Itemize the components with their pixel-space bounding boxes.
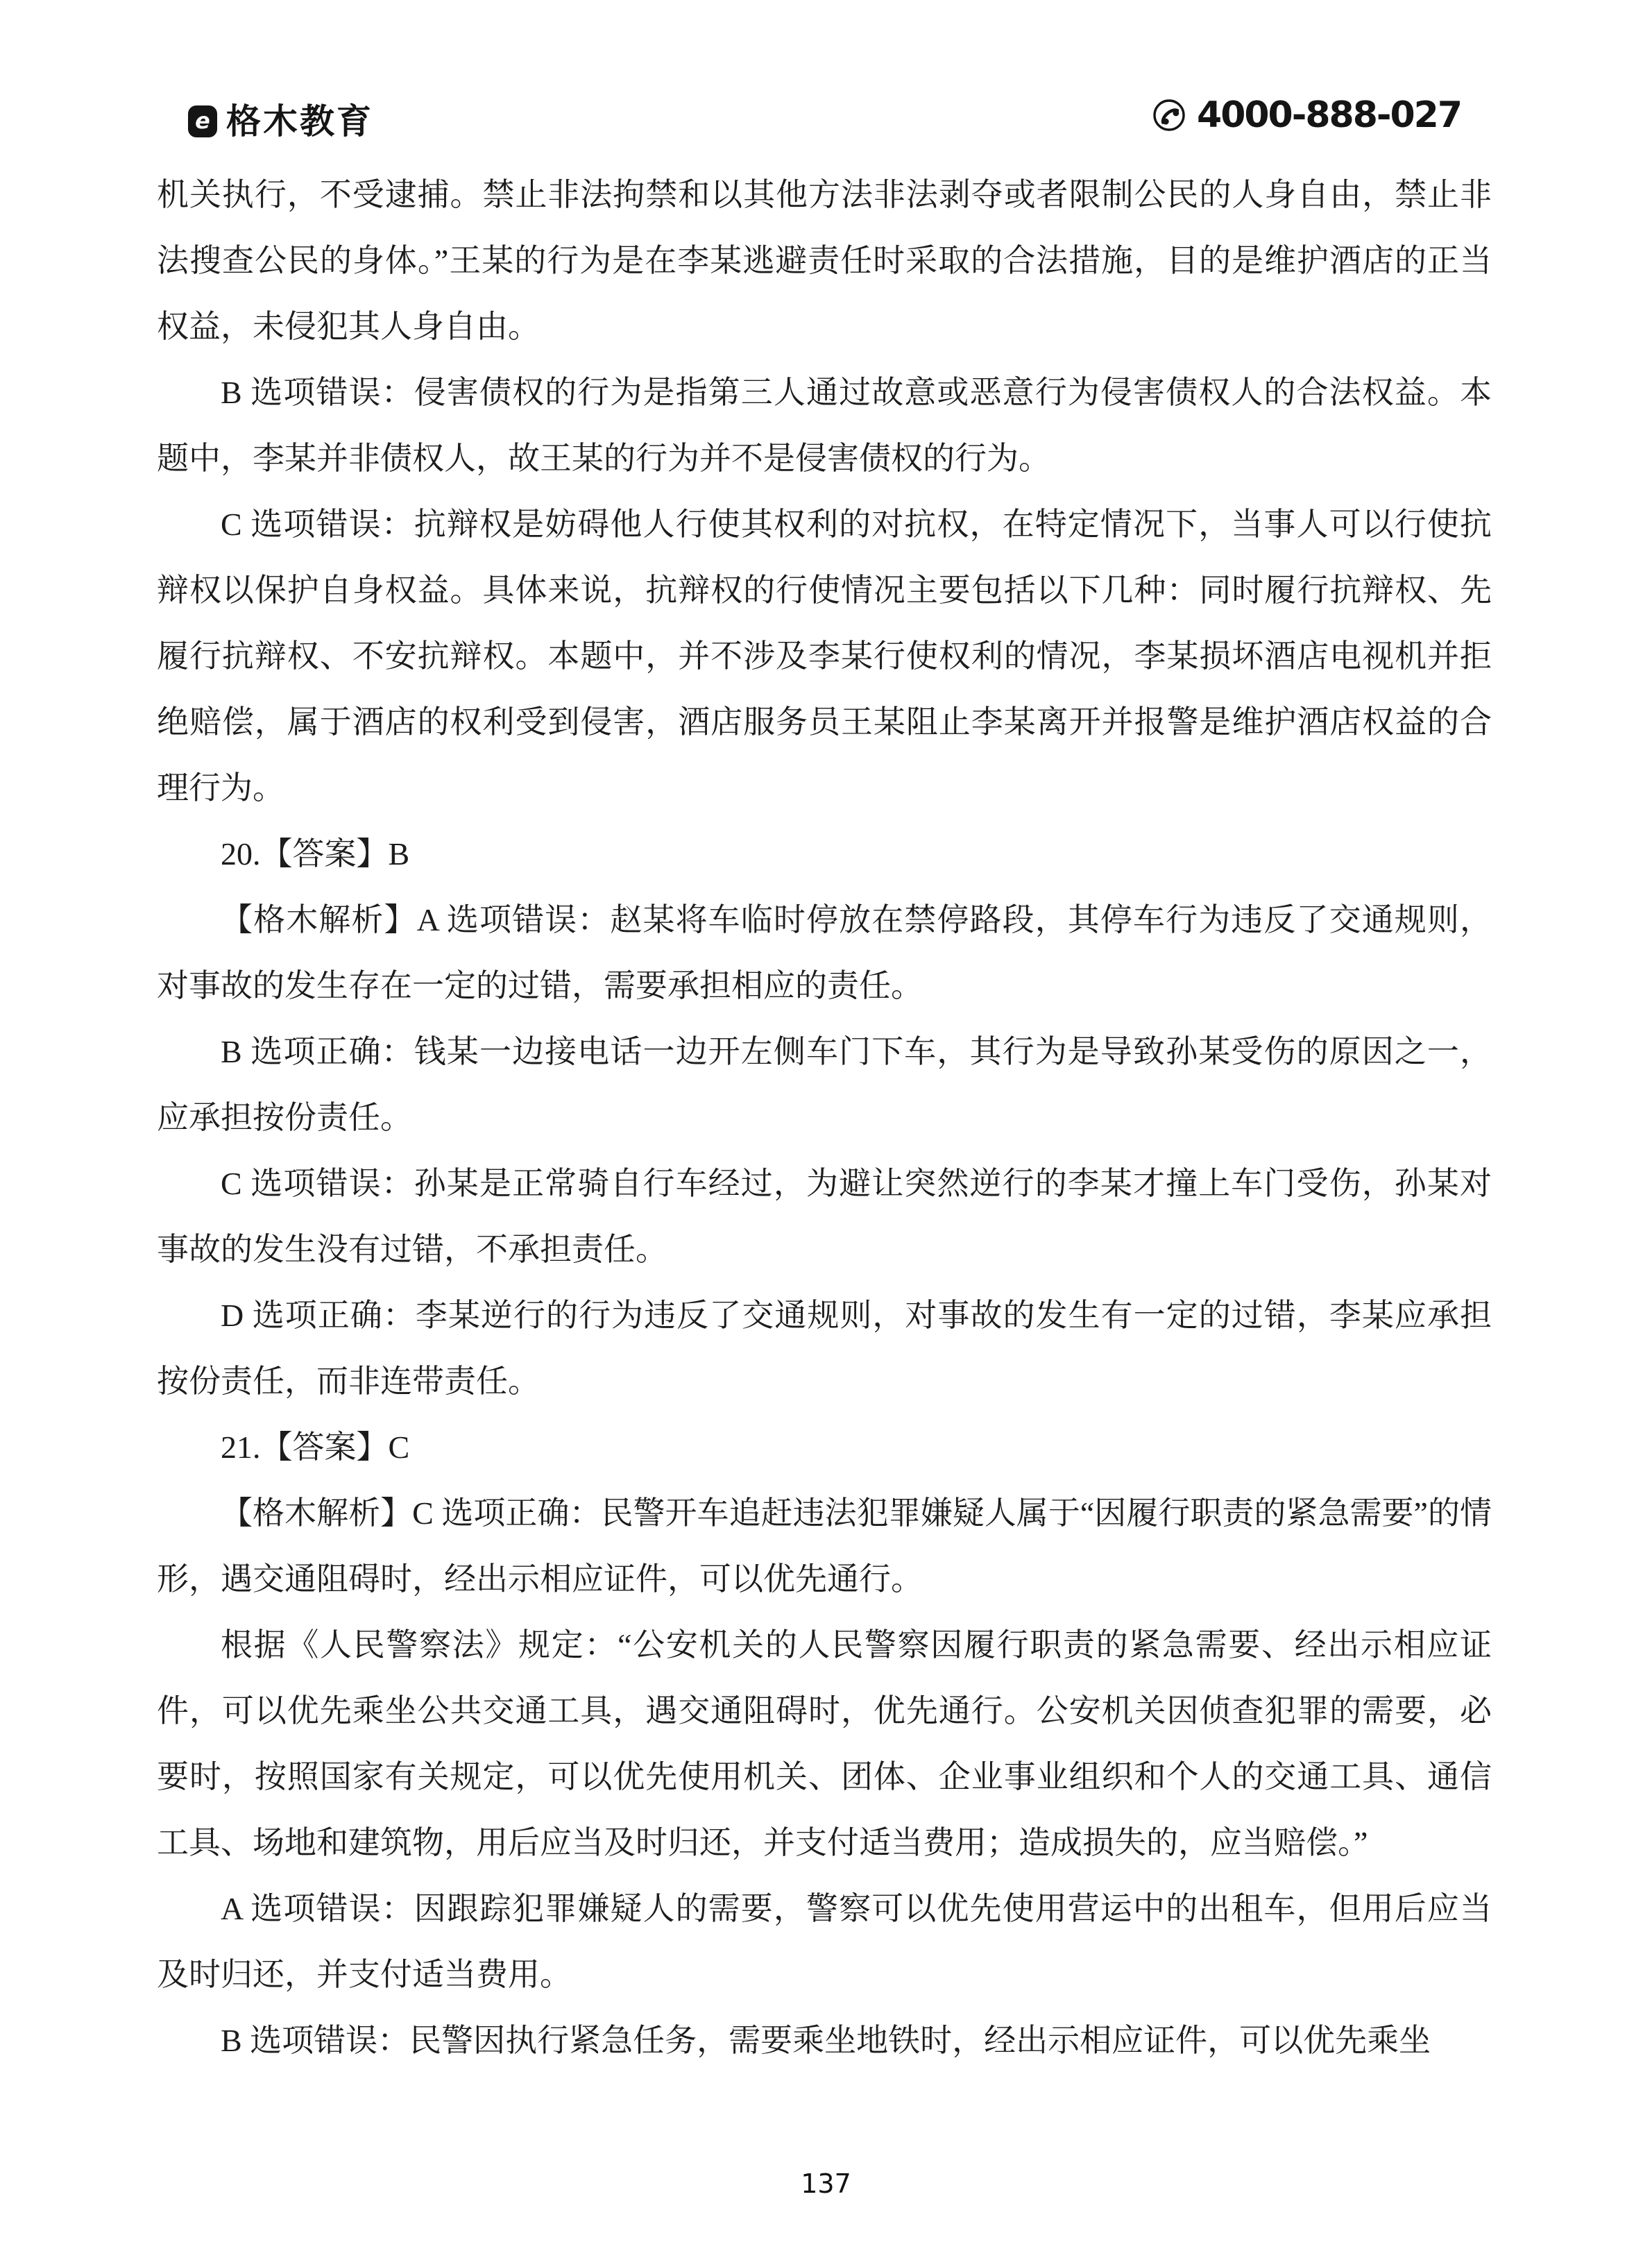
answer-explanation-text	[157, 162, 1492, 2073]
brand-logo	[187, 101, 373, 142]
paragraph: 【格木解析】C 选项正确：民警开车追赶违法犯罪嫌疑人属于“因履行职责的紧急需要”的情形，遇交通阻碍时，经出示相应证件，可以优先通行。	[157, 1495, 1492, 1597]
paragraph: 根据《人民警察法》规定：“公安机关的人民警察因履行职责的紧急需要、经出示相应证件，可以优先乘坐公共交通工具，遇交通阻碍时，优先通行。公安机关因侦查犯罪的需要，必要时，按照国家有关规定，可以优先使用机关、团体、企业事业组织和个人的交通工具、通信工具、场地和建筑物，用后应当及时归还，并支付适当费用；造成损失的，应当赔偿。”	[157, 1627, 1492, 1860]
paragraph: 21.【答案】C	[221, 1429, 410, 1465]
brand-logo-text: 格木教育	[226, 101, 373, 142]
paragraph: 20.【答案】B	[221, 836, 410, 872]
paragraph: 机关执行，不受逮捕。禁止非法拘禁和以其他方法非法剥夺或者限制公民的人身自由，禁止非法搜查公民的身体。”王某的行为是在李某逃避责任时采取的合法措施，目的是维护酒店的正当权益，未侵犯其人身自由。	[157, 177, 1492, 344]
paragraph: B 选项正确：钱某一边接电话一边开左侧车门下车，其行为是导致孙某受伤的原因之一，应承担按份责任。	[157, 1034, 1492, 1135]
page-header	[0, 0, 1652, 160]
paragraph: 【格木解析】A 选项错误：赵某将车临时停放在禁停路段，其停车行为违反了交通规则，对事故的发生存在一定的过错，需要承担相应的责任。	[157, 902, 1492, 1003]
page-number: 137	[801, 2168, 851, 2199]
paragraph: B 选项错误：侵害债权的行为是指第三人通过故意或恶意行为侵害债权人的合法权益。本题中，李某并非债权人，故王某的行为并不是侵害债权的行为。	[157, 375, 1492, 476]
svg-text:e: e	[195, 108, 210, 134]
paragraph: A 选项错误：因跟踪犯罪嫌疑人的需要，警察可以优先使用营运中的出租车，但用后应当及时归还，并支付适当费用。	[157, 1891, 1492, 1992]
contact-phone	[1151, 94, 1461, 136]
paragraph: D 选项正确：李某逆行的行为违反了交通规则，对事故的发生有一定的过错，李某应承担按份责任，而非连带责任。	[157, 1298, 1492, 1399]
page-footer	[0, 2168, 1652, 2199]
phone-number: 4000-888-027	[1197, 94, 1461, 136]
paragraph: C 选项错误：抗辩权是妨碍他人行使其权利的对抗权，在特定情况下，当事人可以行使抗辩权以保护自身权益。具体来说，抗辩权的行使情况主要包括以下几种：同时履行抗辩权、先履行抗辩权、不安抗辩权。本题中，并不涉及李某行使权利的情况，李某损坏酒店电视机并拒绝赔偿，属于酒店的权利受到侵害，酒店服务员王某阻止李某离开并报警是维护酒店权益的合理行为。	[157, 507, 1492, 806]
paragraph: C 选项错误：孙某是正常骑自行车经过，为避让突然逆行的李某才撞上车门受伤，孙某对事故的发生没有过错，不承担责任。	[157, 1166, 1492, 1267]
paragraph: B 选项错误：民警因执行紧急任务，需要乘坐地铁时，经出示相应证件，可以优先乘坐	[221, 2023, 1431, 2058]
gemu-education-logo-icon	[187, 105, 218, 138]
phone-icon	[1151, 97, 1187, 133]
